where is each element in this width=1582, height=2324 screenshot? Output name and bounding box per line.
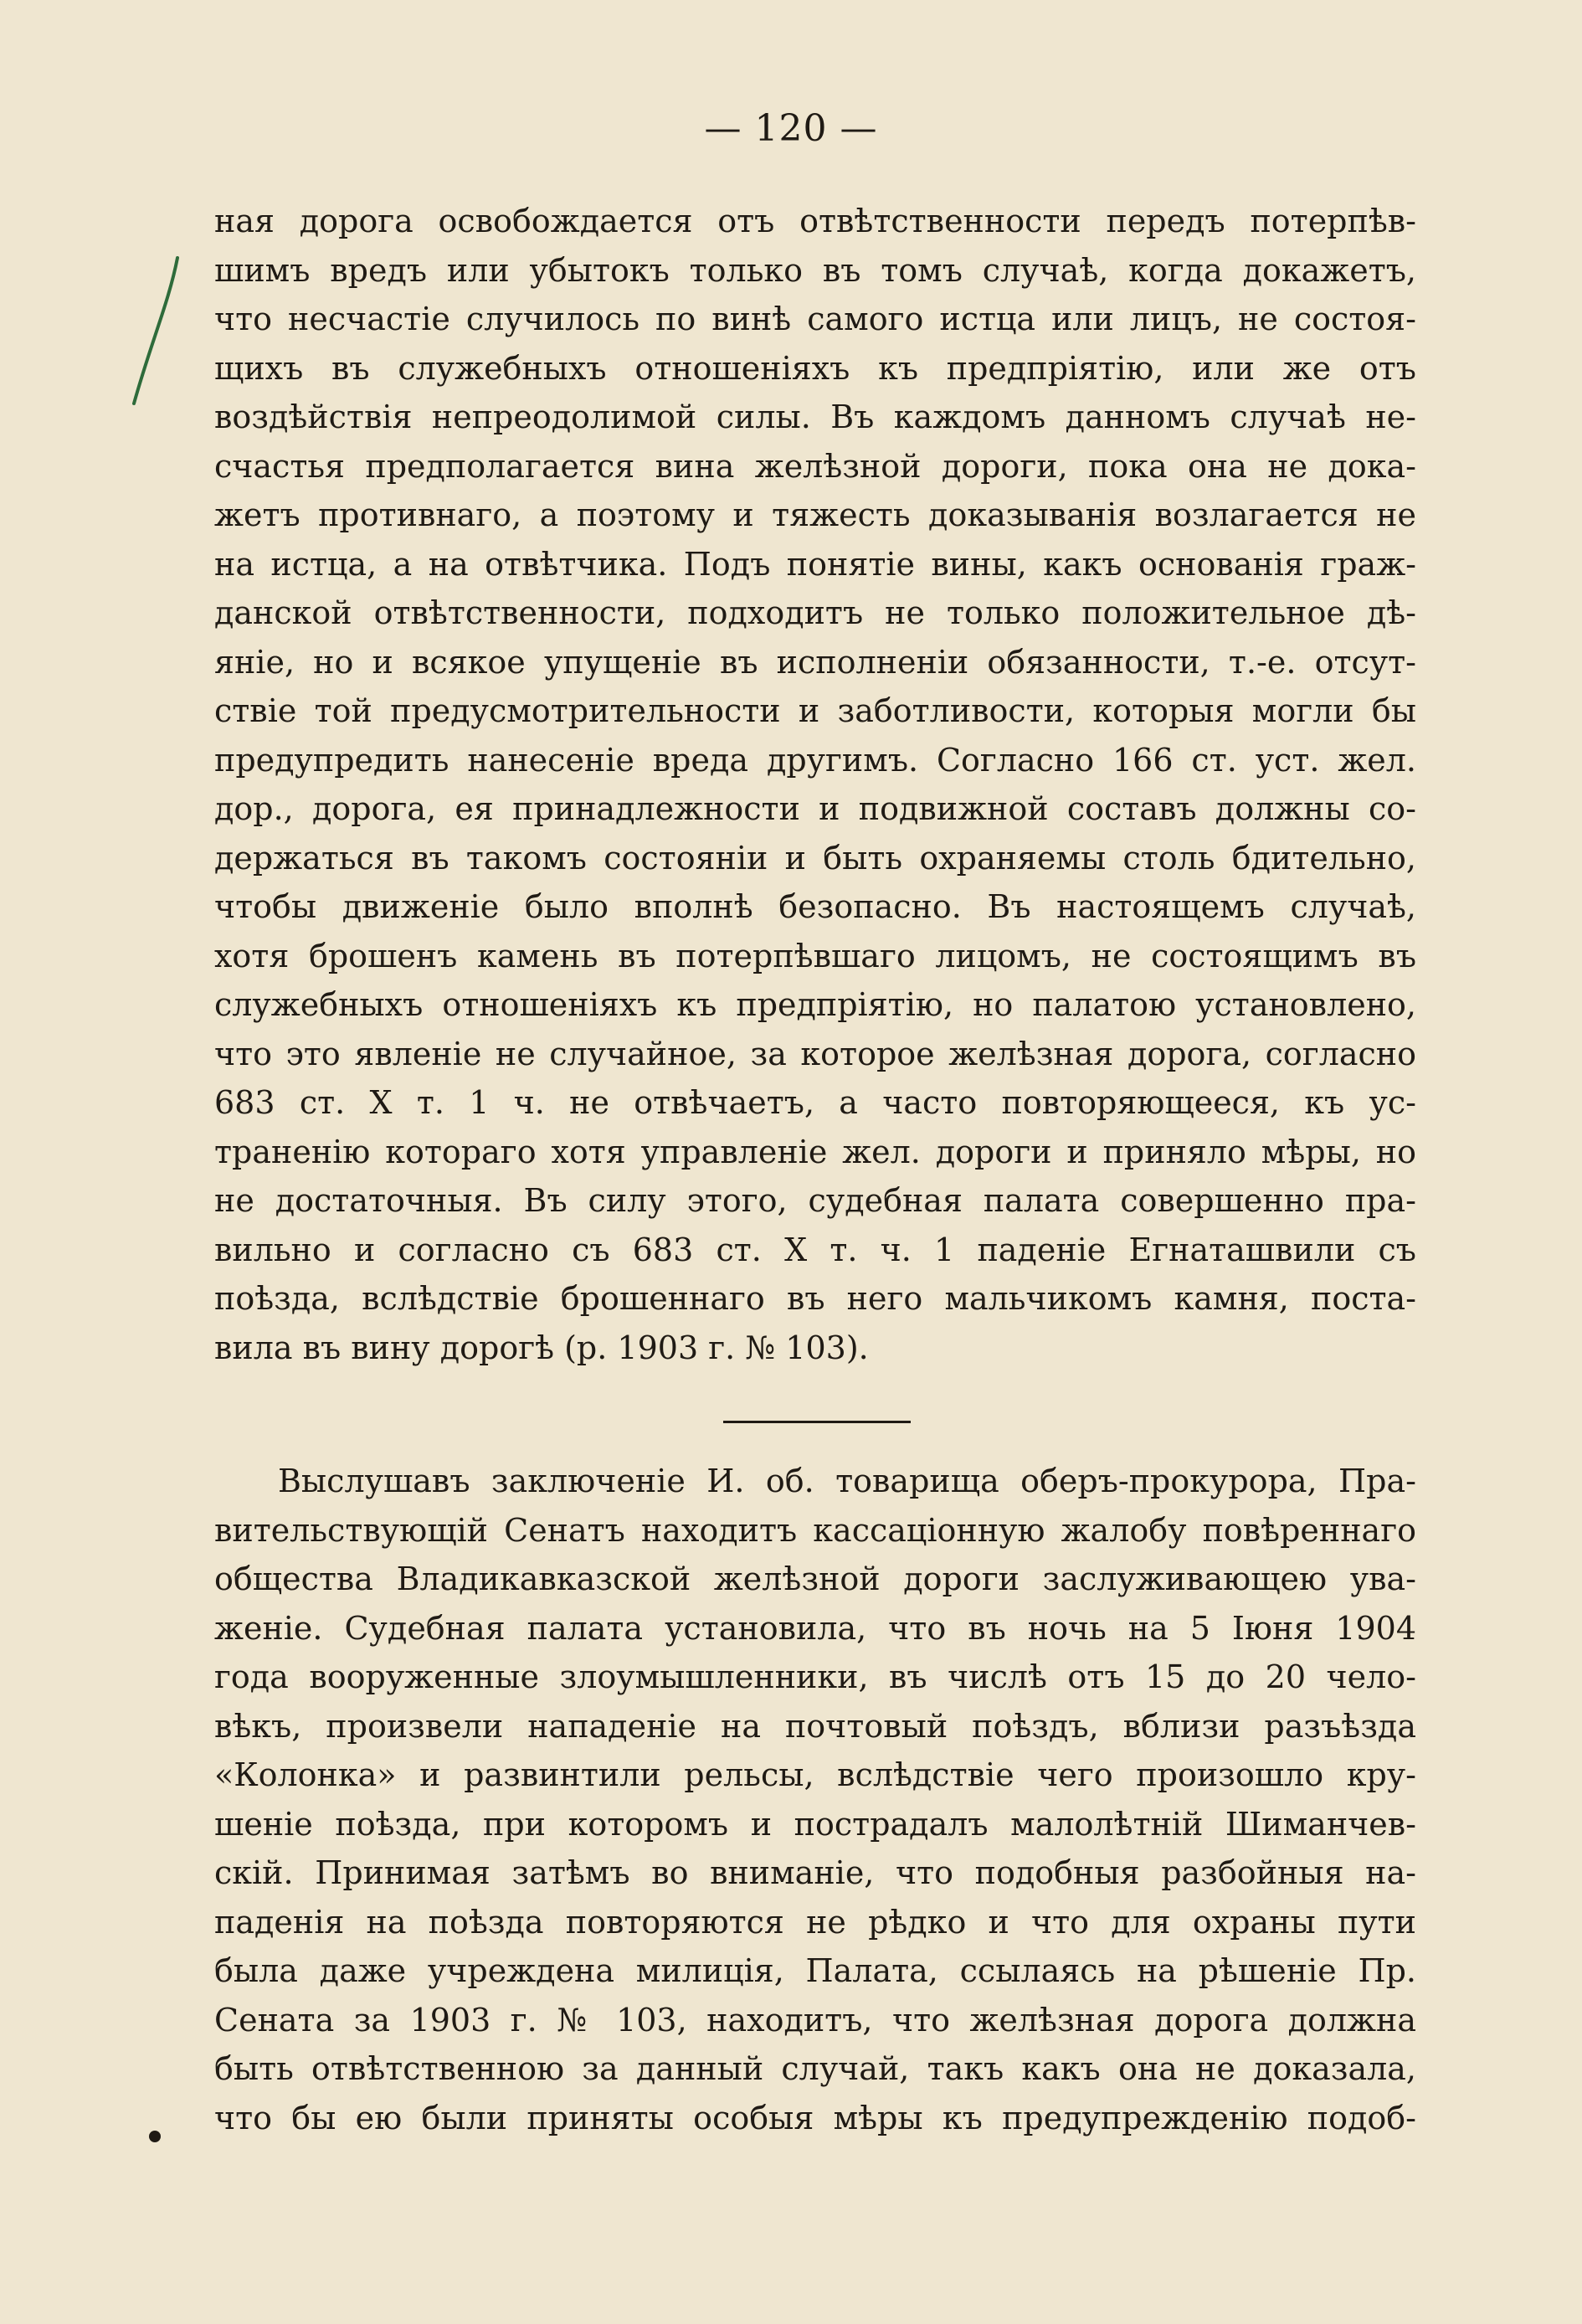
text-line: ствіе той предусмотрительности и заботливости, которыя могли бы (214, 692, 1416, 729)
text-line: поѣзда, вслѣдствіе брошеннаго въ него мальчикомъ камня, поста- (214, 1280, 1416, 1317)
text-line: шеніе поѣзда, при которомъ и пострадалъ малолѣтній Шиманчев- (214, 1805, 1416, 1843)
text-line: шимъ вредъ или убытокъ только въ томъ случаѣ, когда докажетъ, (214, 251, 1416, 289)
text-line: хотя брошенъ камень въ потерпѣвшаго лицомъ, не состоящимъ въ (214, 937, 1416, 974)
text-line: на истца, а на отвѣтчика. Подъ понятіе вины, какъ основанія граж- (214, 545, 1416, 583)
text-line: щихъ въ служебныхъ отношеніяхъ къ предпріятію, или же отъ (214, 349, 1416, 387)
text-line: счастья предполагается вина желѣзной дороги, пока она не дока- (214, 447, 1416, 485)
text-line: 683 ст. X т. 1 ч. не отвѣчаетъ, а часто повторяющееся, къ ус- (214, 1084, 1416, 1121)
text-line: что это явленіе не случайное, за которое желѣзная дорога, согласно (214, 1035, 1416, 1072)
text-line: что бы ею были приняты особыя мѣры къ предупрежденію подоб- (214, 2099, 1416, 2136)
text-line: скій. Принимая затѣмъ во вниманіе, что подобныя разбойныя на- (214, 1854, 1416, 1891)
text-line: общества Владикавказской желѣзной дороги заслуживающею ува- (214, 1560, 1416, 1597)
text-line: не достаточныя. Въ силу этого, судебная палата совершенно пра- (214, 1182, 1416, 1219)
text-line: данской отвѣтственности, подходитъ не только положительное дѣ- (214, 594, 1416, 631)
text-line: паденія на поѣзда повторяются не рѣдко и что для охраны пути (214, 1903, 1416, 1941)
pencil-margin-mark (126, 251, 184, 410)
section-divider (723, 1421, 911, 1423)
text-line: Выслушавъ заключеніе И. об. товарища оберъ-прокурора, Пра- (278, 1463, 1416, 1499)
text-line: воздѣйствія непреодолимой силы. Въ каждомъ данномъ случаѣ не- (214, 398, 1416, 435)
text-line: «Колонка» и развинтили рельсы, вслѣдствіе чего произошло кру- (214, 1756, 1416, 1793)
text-line: быть отвѣтственною за данный случай, такъ какъ она не доказала, (214, 2050, 1416, 2087)
text-line: что несчастіе случилось по винѣ самого истца или лицъ, не состоя- (214, 301, 1416, 337)
text-line: вѣкъ, произвели нападеніе на почтовый поѣздъ, вблизи разъѣзда (214, 1707, 1416, 1745)
ink-dot-mark (149, 2131, 161, 2142)
text-line: служебныхъ отношеніяхъ къ предпріятію, но палатою установлено, (214, 986, 1416, 1023)
text-line: женіе. Судебная палата установила, что въ ночь на 5 Іюня 1904 (214, 1609, 1416, 1647)
text-line: Сената за 1903 г. № 103, находитъ, что желѣзная дорога должна (214, 2001, 1416, 2039)
page-number: — 120 — (704, 107, 878, 150)
text-line: была даже учреждена милиція, Палата, ссылаясь на рѣшеніе Пр. (214, 1952, 1416, 1989)
text-line: чтобы движеніе было вполнѣ безопасно. Въ настоящемъ случаѣ, (214, 888, 1416, 925)
text-line: яніе, но и всякое упущеніе въ исполненіи обязанности, т.-е. отсут- (214, 643, 1416, 681)
text-line: года вооруженные злоумышленники, въ числѣ отъ 15 до 20 чело- (214, 1658, 1416, 1695)
text-line: вительствующій Сенатъ находитъ кассаціонную жалобу повѣреннаго (214, 1511, 1416, 1549)
text-line: жетъ противнаго, а поэтому и тяжесть доказыванія возлагается не (214, 496, 1416, 533)
text-line: вильно и согласно съ 683 ст. X т. ч. 1 паденіе Егнаташвили съ (214, 1231, 1416, 1268)
paragraph-1 (214, 197, 1416, 1372)
text-line: траненію котораго хотя управленіе жел. дороги и приняло мѣры, но (214, 1133, 1416, 1170)
text-line: вила въ вину дорогѣ (р. 1903 г. № 103). (214, 1329, 869, 1366)
text-line: держаться въ такомъ состояніи и быть охраняемы столь бдительно, (214, 839, 1416, 877)
text-line: предупредить нанесеніе вреда другимъ. Согласно 166 ст. уст. жел. (214, 741, 1416, 779)
paragraph-2 (214, 1457, 1416, 2142)
text-line: дор., дорога, ея принадлежности и подвижной составъ должны со- (214, 790, 1416, 827)
text-line: ная дорога освобождается отъ отвѣтственности передъ потерпѣв- (214, 203, 1416, 239)
